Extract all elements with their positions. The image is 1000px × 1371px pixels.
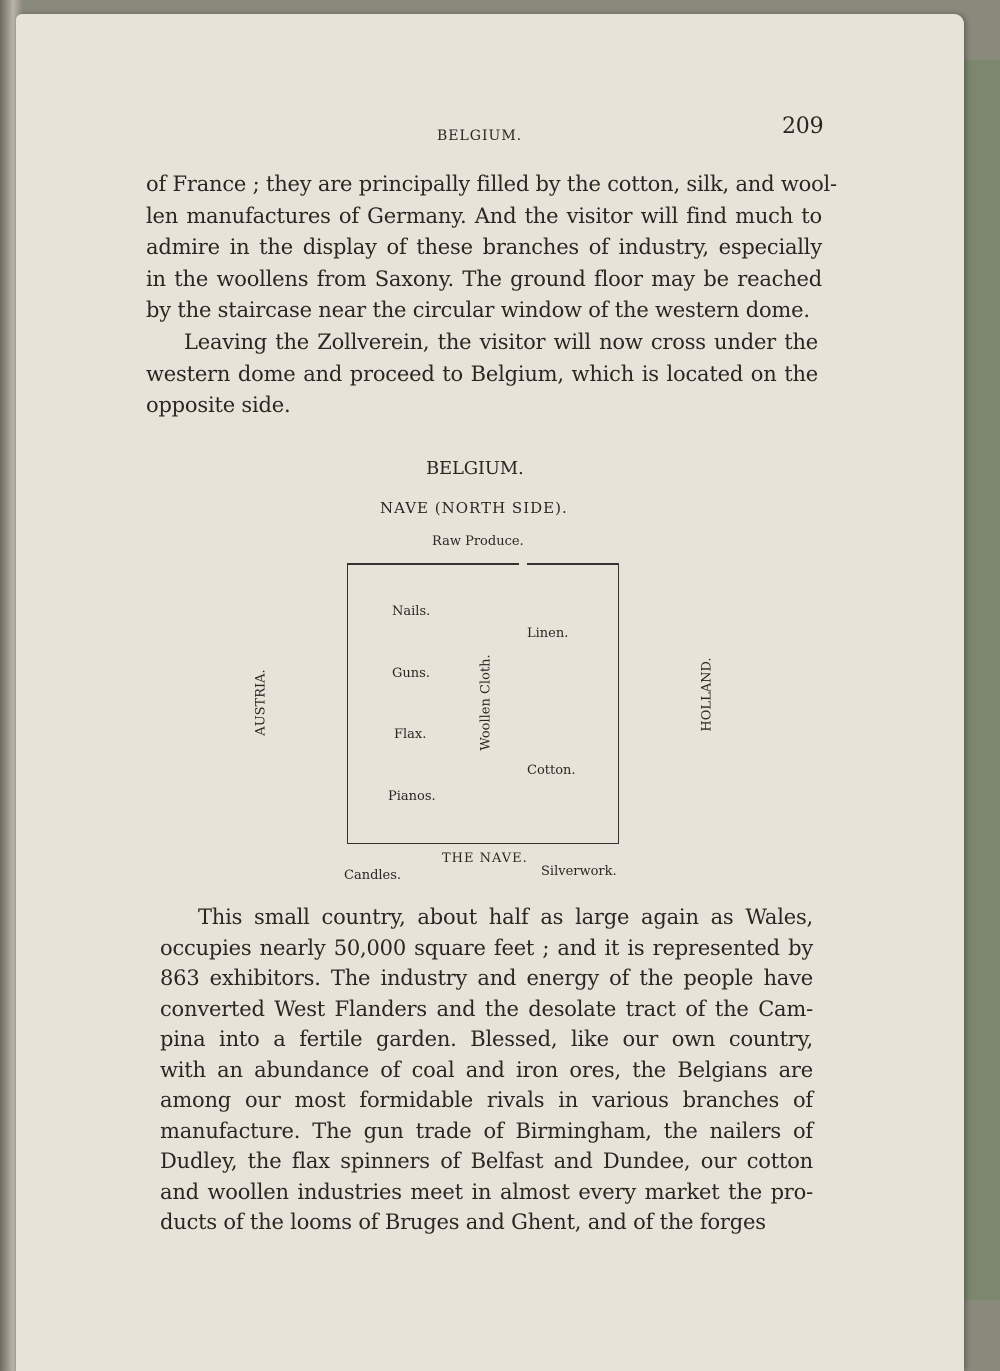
text-line: This small country, about half as large again as Wales,: [198, 905, 813, 929]
running-title: BELGIUM.: [437, 128, 523, 144]
plan-item: Flax.: [394, 727, 427, 742]
plan-item: Cotton.: [527, 763, 576, 778]
text-line: in the woollens from Saxony. The ground floor may be reached: [146, 266, 822, 291]
text-line: manufacture. The gun trade of Birmingham, the nailers of: [160, 1118, 813, 1143]
plan-box-top-left: [347, 563, 519, 565]
plan-label-top: Raw Produce.: [432, 534, 524, 549]
text-line: with an abundance of coal and iron ores, the Belgians are: [160, 1057, 813, 1082]
plan-label-left: AUSTRIA.: [253, 669, 269, 736]
plan-item: Guns.: [392, 666, 430, 681]
plan-label-right: HOLLAND.: [699, 657, 715, 732]
plan-item: Pianos.: [388, 789, 436, 804]
page-number: 209: [782, 114, 824, 139]
text-line: western dome and proceed to Belgium, which is located on the: [146, 361, 818, 386]
text-line: by the staircase near the circular window of the western dome.: [146, 298, 810, 322]
text-line: Dudley, the flax spinners of Belfast and Dundee, our cotton: [160, 1149, 813, 1173]
plan-label-bottom-left: Candles.: [344, 868, 402, 883]
text-line: admire in the display of these branches of industry, especially: [146, 235, 822, 259]
plan-box-top-right: [527, 563, 619, 565]
text-line: among our most formidable rivals in various branches of: [160, 1088, 813, 1112]
text-line: opposite side.: [146, 393, 291, 417]
text-line: occupies nearly 50,000 square feet ; and it is represented by: [160, 935, 813, 960]
text-line: ducts of the looms of Bruges and Ghent, and of the forges: [160, 1210, 766, 1234]
text-line: of France ; they are principally filled by the cotton, silk, and wool-: [146, 172, 837, 196]
text-line: len manufactures of Germany. And the visitor will find much to: [146, 203, 822, 228]
text-line: 863 exhibitors. The industry and energy of the people have: [160, 966, 813, 990]
text-line: and woollen industries meet in almost every market the pro-: [160, 1179, 813, 1204]
text-line: converted West Flanders and the desolate tract of the Cam-: [160, 996, 813, 1021]
text-line: pina into a fertile garden. Blessed, like our own country,: [160, 1027, 813, 1051]
plan-subtitle: NAVE (NORTH SIDE).: [380, 499, 568, 517]
text-line: Leaving the Zollverein, the visitor will now cross under the: [184, 330, 818, 354]
plan-item: Linen.: [527, 626, 569, 641]
plan-title: BELGIUM.: [426, 458, 524, 479]
plan-item: Nails.: [392, 604, 431, 619]
plan-label-center: Woollen Cloth.: [478, 654, 494, 751]
plan-label-bottom-right: Silverwork.: [541, 864, 617, 879]
plan-label-bottom: THE NAVE.: [442, 851, 528, 866]
